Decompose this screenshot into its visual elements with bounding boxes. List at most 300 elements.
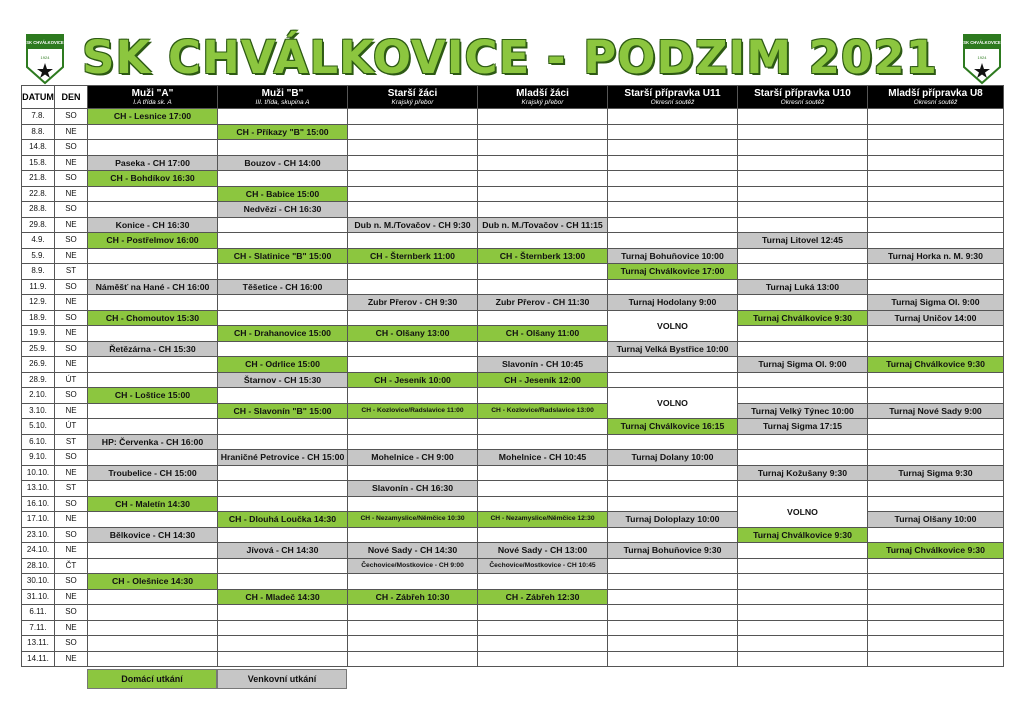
- match-cell: Turnaj Uničov 14:00: [868, 310, 1004, 326]
- empty-cell: [608, 155, 738, 171]
- day-cell: SO: [55, 636, 88, 652]
- match-cell: Čechovice/Mostkovice - CH 9:00: [348, 558, 478, 574]
- empty-cell: [218, 310, 348, 326]
- empty-cell: [218, 109, 348, 125]
- empty-cell: [608, 481, 738, 497]
- match-cell: Bouzov - CH 14:00: [218, 155, 348, 171]
- day-cell: SO: [55, 496, 88, 512]
- day-cell: SO: [55, 388, 88, 404]
- team-competition: Krajský přebor: [391, 98, 434, 106]
- day-cell: SO: [55, 140, 88, 156]
- match-cell: Turnaj Sigma 9:30: [868, 465, 1004, 481]
- empty-cell: [608, 217, 738, 233]
- day-cell: SO: [55, 527, 88, 543]
- table-row: [22, 496, 1004, 512]
- empty-cell: [868, 341, 1004, 357]
- day-cell: SO: [55, 574, 88, 590]
- empty-cell: [868, 388, 1004, 404]
- empty-cell: [478, 202, 608, 218]
- date-cell: 25.9.: [22, 341, 55, 357]
- match-cell: Turnaj Sigma Ol. 9:00: [868, 295, 1004, 311]
- empty-cell: [348, 233, 478, 249]
- day-cell: NE: [55, 357, 88, 373]
- match-cell: Turnaj Hodolany 9:00: [608, 295, 738, 311]
- match-cell: Paseka - CH 17:00: [88, 155, 218, 171]
- empty-cell: [88, 419, 218, 435]
- match-cell: Turnaj Bohuňovice 10:00: [608, 248, 738, 264]
- empty-cell: [868, 155, 1004, 171]
- empty-cell: [478, 186, 608, 202]
- empty-cell: [738, 372, 868, 388]
- empty-cell: [738, 450, 868, 466]
- header-team: [348, 86, 478, 109]
- day-cell: ST: [55, 434, 88, 450]
- empty-cell: [218, 295, 348, 311]
- match-cell: Turnaj Luká 13:00: [738, 279, 868, 295]
- empty-cell: [608, 140, 738, 156]
- match-cell: Turnaj Dolany 10:00: [608, 450, 738, 466]
- team-competition: Okresní soutěž: [650, 98, 695, 106]
- empty-cell: [738, 651, 868, 667]
- empty-cell: [88, 450, 218, 466]
- empty-cell: [218, 434, 348, 450]
- header-team: [738, 86, 868, 109]
- club-crest-left: [25, 33, 65, 85]
- club-crest-right: [962, 33, 1002, 85]
- empty-cell: [88, 558, 218, 574]
- table-row: [22, 450, 1004, 466]
- day-cell: ÚT: [55, 419, 88, 435]
- day-cell: SO: [55, 233, 88, 249]
- match-cell: CH - Nezamyslice/Němčice 12:30: [478, 512, 608, 528]
- empty-cell: [608, 372, 738, 388]
- empty-cell: [738, 295, 868, 311]
- empty-cell: [478, 279, 608, 295]
- empty-cell: [738, 574, 868, 590]
- empty-cell: [88, 186, 218, 202]
- empty-cell: [218, 341, 348, 357]
- empty-cell: [478, 310, 608, 326]
- date-cell: 8.8.: [22, 124, 55, 140]
- date-cell: 5.9.: [22, 248, 55, 264]
- empty-cell: [218, 558, 348, 574]
- schedule-body: [22, 109, 1004, 667]
- empty-cell: [608, 357, 738, 373]
- date-cell: 6.10.: [22, 434, 55, 450]
- day-cell: SO: [55, 109, 88, 125]
- empty-cell: [608, 589, 738, 605]
- empty-cell: [608, 496, 738, 512]
- table-row: [22, 171, 1004, 187]
- day-cell: SO: [55, 341, 88, 357]
- match-cell: Zubr Přerov - CH 9:30: [348, 295, 478, 311]
- empty-cell: [868, 419, 1004, 435]
- table-row: [22, 140, 1004, 156]
- match-cell: CH - Drahanovice 15:00: [218, 326, 348, 342]
- match-cell: Náměšť na Hané - CH 16:00: [88, 279, 218, 295]
- date-cell: 9.10.: [22, 450, 55, 466]
- table-row: [22, 419, 1004, 435]
- date-cell: 28.9.: [22, 372, 55, 388]
- table-row: [22, 279, 1004, 295]
- empty-cell: [88, 372, 218, 388]
- empty-cell: [868, 171, 1004, 187]
- table-row: [22, 434, 1004, 450]
- table-row: [22, 481, 1004, 497]
- empty-cell: [348, 341, 478, 357]
- empty-cell: [608, 465, 738, 481]
- legend-away: Venkovní utkání: [217, 669, 347, 689]
- empty-cell: [88, 202, 218, 218]
- team-name: Mladší přípravka U8: [888, 87, 983, 99]
- date-cell: 21.8.: [22, 171, 55, 187]
- empty-cell: [868, 636, 1004, 652]
- empty-cell: [478, 109, 608, 125]
- empty-cell: [88, 295, 218, 311]
- empty-cell: [868, 109, 1004, 125]
- empty-cell: [348, 140, 478, 156]
- empty-cell: [218, 636, 348, 652]
- match-cell: Turnaj Sigma 17:15: [738, 419, 868, 435]
- day-cell: NE: [55, 155, 88, 171]
- date-cell: 8.9.: [22, 264, 55, 280]
- day-cell: SO: [55, 171, 88, 187]
- empty-cell: [868, 372, 1004, 388]
- match-cell: Turnaj Litovel 12:45: [738, 233, 868, 249]
- day-cell: SO: [55, 605, 88, 621]
- empty-cell: [88, 124, 218, 140]
- table-row: [22, 388, 1004, 404]
- empty-cell: [348, 155, 478, 171]
- empty-cell: [608, 558, 738, 574]
- day-cell: ČT: [55, 558, 88, 574]
- empty-cell: [88, 589, 218, 605]
- match-cell: Slavonín - CH 16:30: [348, 481, 478, 497]
- empty-cell: [348, 419, 478, 435]
- empty-cell: [738, 481, 868, 497]
- table-row: [22, 558, 1004, 574]
- day-cell: NE: [55, 403, 88, 419]
- header-team: [218, 86, 348, 109]
- empty-cell: [738, 636, 868, 652]
- day-cell: SO: [55, 279, 88, 295]
- day-cell: NE: [55, 465, 88, 481]
- match-cell: CH - Příkazy "B" 15:00: [218, 124, 348, 140]
- day-cell: NE: [55, 651, 88, 667]
- header-row: [22, 86, 1004, 109]
- date-cell: 24.10.: [22, 543, 55, 559]
- date-cell: 12.9.: [22, 295, 55, 311]
- empty-cell: [348, 527, 478, 543]
- table-row: [22, 295, 1004, 311]
- date-cell: 23.10.: [22, 527, 55, 543]
- match-cell: CH - Babice 15:00: [218, 186, 348, 202]
- date-cell: 4.9.: [22, 233, 55, 249]
- team-name: Muži "B": [261, 87, 304, 99]
- date-cell: 3.10.: [22, 403, 55, 419]
- date-cell: 28.10.: [22, 558, 55, 574]
- empty-cell: [218, 419, 348, 435]
- empty-cell: [218, 171, 348, 187]
- day-cell: NE: [55, 186, 88, 202]
- match-cell: CH - Slavonín "B" 15:00: [218, 403, 348, 419]
- match-cell: Nedvězí - CH 16:30: [218, 202, 348, 218]
- table-row: [22, 574, 1004, 590]
- match-cell: Turnaj Olšany 10:00: [868, 512, 1004, 528]
- table-row: [22, 589, 1004, 605]
- empty-cell: [88, 651, 218, 667]
- empty-cell: [478, 496, 608, 512]
- match-cell: Dub n. M./Tovačov - CH 11:15: [478, 217, 608, 233]
- empty-cell: [218, 527, 348, 543]
- match-cell: Nové Sady - CH 13:00: [478, 543, 608, 559]
- day-cell: NE: [55, 295, 88, 311]
- match-cell: Řetězárna - CH 15:30: [88, 341, 218, 357]
- empty-cell: [608, 574, 738, 590]
- empty-cell: [868, 264, 1004, 280]
- empty-cell: [608, 434, 738, 450]
- empty-cell: [868, 434, 1004, 450]
- empty-cell: [738, 388, 868, 404]
- date-cell: 14.8.: [22, 140, 55, 156]
- empty-cell: [738, 589, 868, 605]
- empty-cell: [218, 605, 348, 621]
- team-name: Starší žáci: [387, 87, 438, 99]
- empty-cell: [478, 388, 608, 404]
- match-cell: CH - Olešnice 14:30: [88, 574, 218, 590]
- date-cell: 16.10.: [22, 496, 55, 512]
- header-team: [868, 86, 1004, 109]
- empty-cell: [478, 341, 608, 357]
- date-cell: 18.9.: [22, 310, 55, 326]
- empty-cell: [348, 109, 478, 125]
- empty-cell: [348, 124, 478, 140]
- empty-cell: [478, 651, 608, 667]
- empty-cell: [868, 574, 1004, 590]
- match-cell: Turnaj Kožušany 9:30: [738, 465, 868, 481]
- day-cell: NE: [55, 620, 88, 636]
- day-cell: NE: [55, 124, 88, 140]
- empty-cell: [478, 527, 608, 543]
- table-row: [22, 620, 1004, 636]
- empty-cell: [868, 496, 1004, 512]
- empty-cell: [608, 651, 738, 667]
- header-team: [88, 86, 218, 109]
- empty-cell: [738, 264, 868, 280]
- team-competition: Okresní soutěž: [913, 98, 958, 106]
- match-cell: CH - Mladeč 14:30: [218, 589, 348, 605]
- match-cell: CH - Nezamyslice/Němčice 10:30: [348, 512, 478, 528]
- schedule-table: [21, 85, 1004, 667]
- day-cell: SO: [55, 202, 88, 218]
- empty-cell: [348, 279, 478, 295]
- empty-cell: [608, 124, 738, 140]
- match-cell: Těšetice - CH 16:00: [218, 279, 348, 295]
- table-row: [22, 403, 1004, 419]
- empty-cell: [608, 636, 738, 652]
- match-cell: Turnaj Doloplazy 10:00: [608, 512, 738, 528]
- date-cell: 14.11.: [22, 651, 55, 667]
- date-cell: 19.9.: [22, 326, 55, 342]
- table-row: [22, 326, 1004, 342]
- crest-text: SK CHVÁLKOVICE: [963, 40, 1001, 45]
- match-cell: CH - Jeseník 12:00: [478, 372, 608, 388]
- team-competition: III. třída, skupina A: [255, 98, 310, 106]
- empty-cell: [738, 217, 868, 233]
- match-cell: Turnaj Chválkovice 9:30: [738, 527, 868, 543]
- table-row: [22, 341, 1004, 357]
- header-day: DEN: [55, 86, 88, 109]
- empty-cell: [738, 124, 868, 140]
- empty-cell: [738, 543, 868, 559]
- match-cell: HP: Červenka - CH 16:00: [88, 434, 218, 450]
- day-cell: NE: [55, 248, 88, 264]
- empty-cell: [868, 589, 1004, 605]
- empty-cell: [88, 605, 218, 621]
- team-competition: Krajský přebor: [521, 98, 564, 106]
- header-date: DATUM: [22, 86, 55, 109]
- empty-cell: [348, 388, 478, 404]
- empty-cell: [738, 341, 868, 357]
- empty-cell: [608, 605, 738, 621]
- match-cell: Mohelnice - CH 9:00: [348, 450, 478, 466]
- team-name: Mladší žáci: [516, 87, 569, 99]
- match-cell: Mohelnice - CH 10:45: [478, 450, 608, 466]
- match-cell: CH - Šternberk 11:00: [348, 248, 478, 264]
- empty-cell: [738, 186, 868, 202]
- match-cell: Turnaj Nové Sady 9:00: [868, 403, 1004, 419]
- match-cell: CH - Maletín 14:30: [88, 496, 218, 512]
- match-cell: Slavonín - CH 10:45: [478, 357, 608, 373]
- empty-cell: [868, 620, 1004, 636]
- empty-cell: [478, 233, 608, 249]
- empty-cell: [738, 109, 868, 125]
- day-cell: NE: [55, 589, 88, 605]
- empty-cell: [348, 310, 478, 326]
- team-competition: Okresní soutěž: [780, 98, 825, 106]
- empty-cell: [868, 217, 1004, 233]
- empty-cell: [738, 155, 868, 171]
- empty-cell: [738, 171, 868, 187]
- empty-cell: [218, 465, 348, 481]
- table-row: [22, 202, 1004, 218]
- empty-cell: [348, 171, 478, 187]
- empty-cell: [348, 465, 478, 481]
- header-team: [608, 86, 738, 109]
- match-cell: CH - Olšany 13:00: [348, 326, 478, 342]
- empty-cell: [218, 481, 348, 497]
- date-cell: 17.10.: [22, 512, 55, 528]
- empty-cell: [218, 574, 348, 590]
- date-cell: 13.11.: [22, 636, 55, 652]
- table-row: [22, 248, 1004, 264]
- empty-cell: [738, 248, 868, 264]
- empty-cell: [868, 450, 1004, 466]
- match-cell: CH - Zábřeh 10:30: [348, 589, 478, 605]
- date-cell: 7.11.: [22, 620, 55, 636]
- empty-cell: [868, 124, 1004, 140]
- date-cell: 7.8.: [22, 109, 55, 125]
- empty-cell: [88, 264, 218, 280]
- empty-cell: [608, 186, 738, 202]
- match-cell: CH - Kozlovice/Radslavice 13:00: [478, 403, 608, 419]
- empty-cell: [478, 140, 608, 156]
- date-cell: 2.10.: [22, 388, 55, 404]
- date-cell: 6.11.: [22, 605, 55, 621]
- empty-cell: [348, 574, 478, 590]
- empty-cell: [218, 233, 348, 249]
- empty-cell: [218, 620, 348, 636]
- empty-cell: [88, 636, 218, 652]
- empty-cell: [348, 636, 478, 652]
- crest-year: 1924: [977, 55, 987, 60]
- match-cell: Turnaj Sigma Ol. 9:00: [738, 357, 868, 373]
- empty-cell: [218, 651, 348, 667]
- match-cell: Hraničné Petrovice - CH 15:00: [218, 450, 348, 466]
- match-cell: VOLNO: [608, 388, 738, 419]
- empty-cell: [348, 651, 478, 667]
- match-cell: Turnaj Bohuňovice 9:30: [608, 543, 738, 559]
- empty-cell: [608, 233, 738, 249]
- empty-cell: [478, 574, 608, 590]
- match-cell: Zubr Přerov - CH 11:30: [478, 295, 608, 311]
- empty-cell: [348, 264, 478, 280]
- team-competition: I.A třída sk. A: [133, 98, 172, 106]
- empty-cell: [348, 202, 478, 218]
- match-cell: Turnaj Horka n. M. 9:30: [868, 248, 1004, 264]
- empty-cell: [88, 403, 218, 419]
- match-cell: VOLNO: [608, 310, 738, 341]
- date-cell: 5.10.: [22, 419, 55, 435]
- date-cell: 28.8.: [22, 202, 55, 218]
- empty-cell: [88, 140, 218, 156]
- empty-cell: [348, 186, 478, 202]
- empty-cell: [868, 233, 1004, 249]
- empty-cell: [608, 202, 738, 218]
- empty-cell: [738, 605, 868, 621]
- empty-cell: [478, 155, 608, 171]
- table-row: [22, 465, 1004, 481]
- empty-cell: [478, 636, 608, 652]
- empty-cell: [478, 171, 608, 187]
- empty-cell: [88, 357, 218, 373]
- date-cell: 29.8.: [22, 217, 55, 233]
- match-cell: Nové Sady - CH 14:30: [348, 543, 478, 559]
- team-name: Muži "A": [131, 87, 174, 99]
- empty-cell: [478, 434, 608, 450]
- date-cell: 15.8.: [22, 155, 55, 171]
- header-team: [478, 86, 608, 109]
- table-row: [22, 605, 1004, 621]
- empty-cell: [478, 419, 608, 435]
- empty-cell: [478, 620, 608, 636]
- day-cell: NE: [55, 217, 88, 233]
- match-cell: Turnaj Velký Týnec 10:00: [738, 403, 868, 419]
- empty-cell: [478, 465, 608, 481]
- match-cell: CH - Jeseník 10:00: [348, 372, 478, 388]
- match-cell: Konice - CH 16:30: [88, 217, 218, 233]
- table-row: [22, 124, 1004, 140]
- date-cell: 26.9.: [22, 357, 55, 373]
- day-cell: NE: [55, 543, 88, 559]
- empty-cell: [478, 264, 608, 280]
- table-row: [22, 217, 1004, 233]
- empty-cell: [478, 481, 608, 497]
- empty-cell: [218, 140, 348, 156]
- date-cell: 31.10.: [22, 589, 55, 605]
- date-cell: 30.10.: [22, 574, 55, 590]
- empty-cell: [218, 264, 348, 280]
